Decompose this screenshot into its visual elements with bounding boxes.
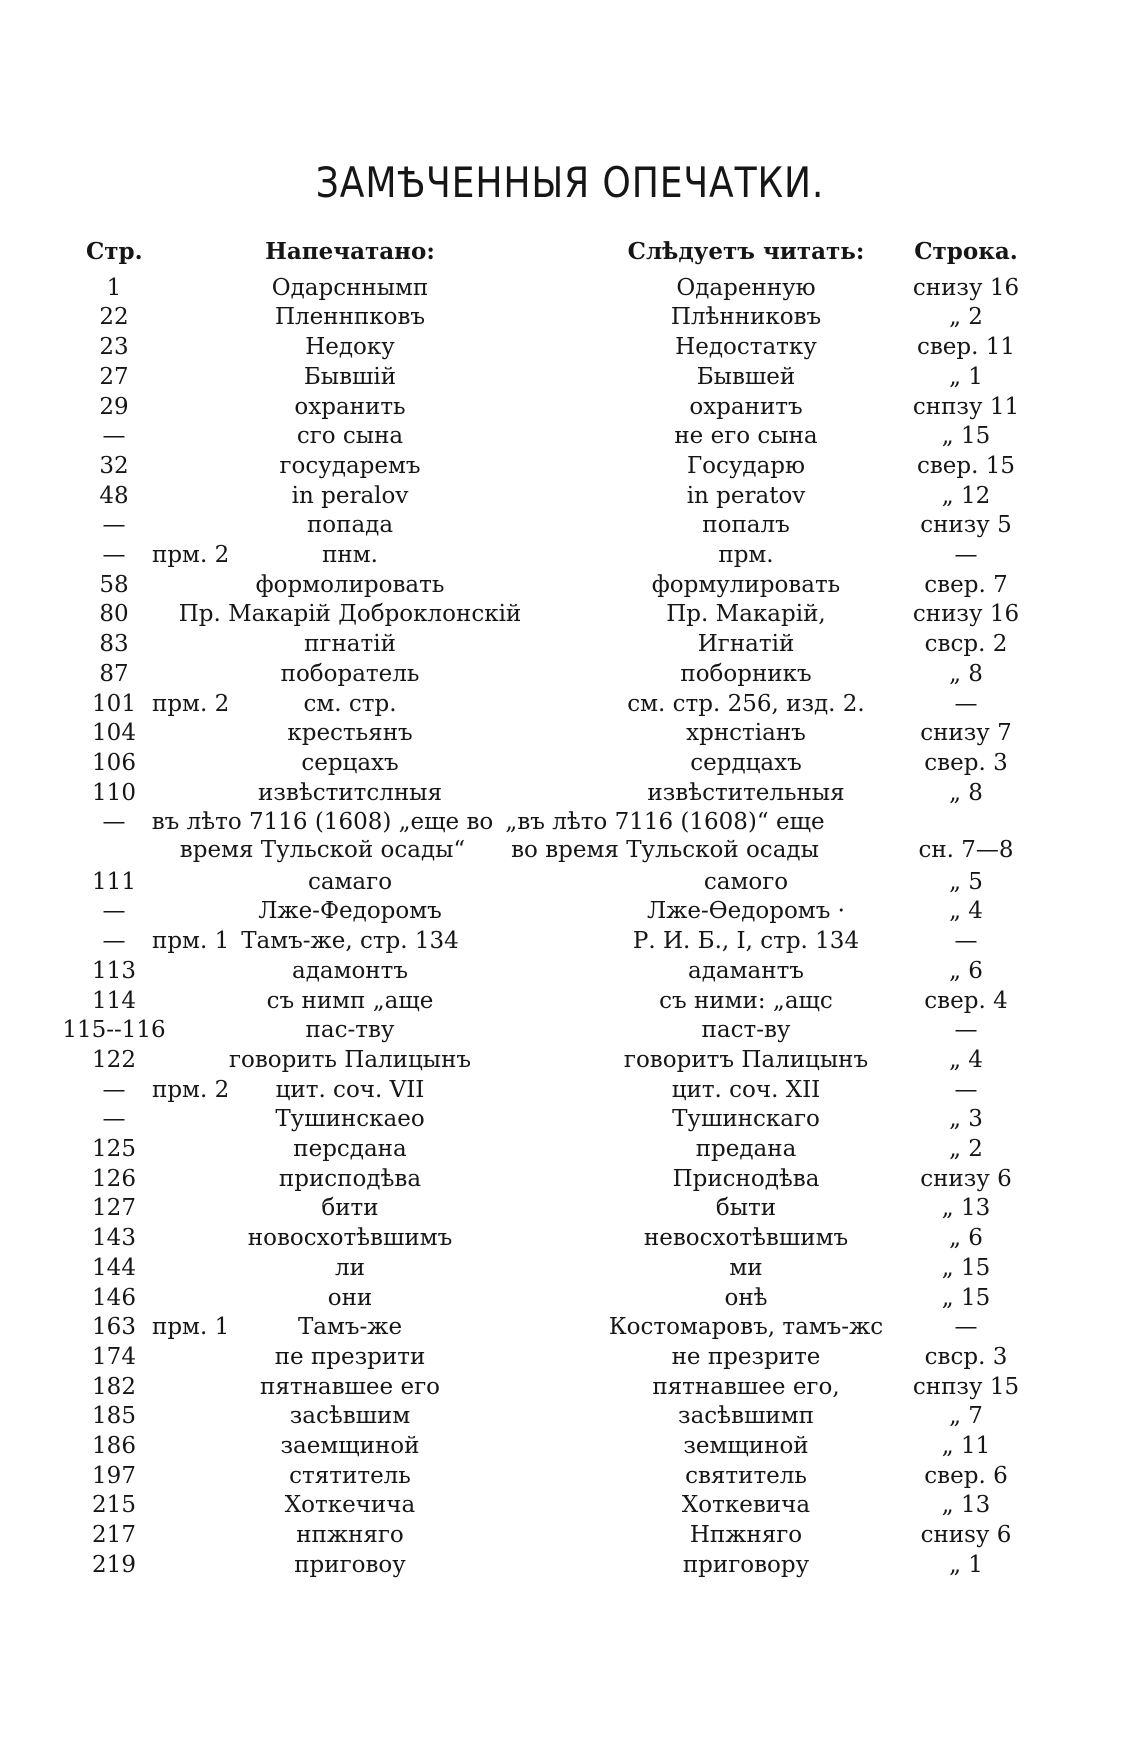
row-read: говоритъ Палицынъ <box>623 1046 869 1073</box>
row-line: свер. 7 <box>924 571 1008 598</box>
row-page: 27 <box>99 363 129 390</box>
row-read: хрнстіанъ <box>686 720 806 747</box>
row-printed: Тушинскаео <box>275 1106 425 1133</box>
row-read: Бывшей <box>696 363 796 390</box>
row-page: 185 <box>92 1403 136 1430</box>
row-line: „ 8 <box>949 779 983 806</box>
row-read: Недостатку <box>675 334 817 361</box>
row-page: 110 <box>92 779 136 806</box>
row-printed: нпжняго <box>296 1522 404 1549</box>
row-page: 126 <box>92 1165 136 1192</box>
row-read: святитель <box>685 1462 807 1489</box>
row-note: прм. 2 <box>152 1076 230 1103</box>
row-read: „въ лѣто 7116 (1608)“ еще во время Тульской осады <box>505 809 825 864</box>
row-read: Государю <box>686 452 806 479</box>
row-printed: крестьянъ <box>287 720 413 747</box>
row-printed: серцахъ <box>301 749 399 776</box>
row-page: 219 <box>92 1551 136 1578</box>
row-line: снпзу 15 <box>912 1373 1020 1400</box>
row-printed: попада <box>306 512 394 539</box>
row-read: см. стр. 256, изд. 2. <box>627 690 865 717</box>
row-note: прм. 2 <box>152 542 230 568</box>
row-printed: присподѣва <box>278 1165 422 1192</box>
row-printed: цит. соч. VII <box>275 1076 425 1103</box>
row-printed: поборатель <box>280 660 420 687</box>
row-read: быти <box>715 1195 777 1222</box>
row-line: — <box>954 1076 978 1103</box>
row-printed: пнм. <box>322 542 378 568</box>
row-line: снизу 16 <box>912 274 1020 301</box>
row-printed: Тамъ-же, стр. 134 <box>241 928 459 955</box>
row-line: — <box>954 1314 978 1341</box>
row-printed: засѣвшим <box>289 1403 411 1430</box>
row-line: „ 13 <box>941 1492 991 1519</box>
row-line: свер. 15 <box>916 452 1016 479</box>
row-printed: государемъ <box>279 452 421 479</box>
row-note: прм. 1 <box>152 928 230 955</box>
row-line: „ 4 <box>949 898 983 925</box>
row-printed: охранить <box>294 393 406 420</box>
row-read: поборникъ <box>680 660 812 687</box>
row-page: 106 <box>92 749 136 776</box>
header-printed: Напечатано: <box>265 238 435 265</box>
row-read: приговору <box>682 1551 810 1578</box>
row-read: Приснодѣва <box>672 1165 820 1192</box>
row-page: 143 <box>92 1225 136 1252</box>
row-page: 174 <box>92 1343 136 1370</box>
row-line: свср. 2 <box>924 631 1008 658</box>
row-read: адамантъ <box>688 957 804 984</box>
row-line: „ 15 <box>941 1254 991 1281</box>
row-read: засѣвшимп <box>678 1403 814 1430</box>
row-page: 127 <box>92 1195 136 1222</box>
row-page: 125 <box>92 1136 136 1162</box>
header-page: Стр. <box>86 238 143 265</box>
row-printed: Пр. Макарій Доброклонскій <box>178 601 522 628</box>
row-printed: заемщиной <box>280 1433 420 1459</box>
row-read: Хоткевича <box>681 1492 811 1519</box>
row-printed: сго сына <box>296 423 404 450</box>
row-page: 83 <box>99 631 129 658</box>
row-read: in peratov <box>686 482 806 509</box>
row-line: „ 1 <box>949 1551 983 1578</box>
row-page: 113 <box>92 957 136 984</box>
row-line: „ 6 <box>949 957 983 984</box>
row-printed: стятитель <box>289 1462 411 1489</box>
row-read: Костомаровъ, тамъ-жс <box>608 1314 884 1341</box>
row-read: ми <box>729 1254 763 1281</box>
row-line: свер. 11 <box>916 334 1016 361</box>
row-page: 217 <box>92 1522 136 1549</box>
row-page: 144 <box>92 1254 136 1281</box>
row-page: 122 <box>92 1046 136 1073</box>
row-printed: въ лѣто 7116 (1608) „еще во время Тульской осады“ <box>151 809 494 864</box>
row-line: снизу 7 <box>920 720 1012 747</box>
row-read: невосхотѣвшимъ <box>643 1225 849 1252</box>
row-printed: самаго <box>307 868 393 895</box>
row-read: не его сына <box>674 423 818 450</box>
row-line: снизу 16 <box>912 601 1020 628</box>
row-page: — <box>102 1076 126 1103</box>
row-page: 114 <box>92 987 136 1014</box>
row-line: „ 8 <box>949 660 983 687</box>
row-read: сердцахъ <box>690 749 802 776</box>
row-printed: Бывшій <box>303 363 397 390</box>
row-note: прм. 2 <box>152 690 230 717</box>
row-read: цит. соч. XII <box>671 1076 821 1103</box>
row-printed: бити <box>321 1195 379 1222</box>
row-line: снизу 5 <box>920 512 1012 539</box>
row-line: — <box>954 542 978 568</box>
row-line: „ 1 <box>949 363 983 390</box>
row-read: Тушинскаго <box>672 1106 820 1133</box>
row-page: 215 <box>92 1492 136 1519</box>
row-printed: пе презрити <box>274 1343 426 1370</box>
row-read: паст-ву <box>701 1017 791 1044</box>
row-note: прм. 1 <box>152 1314 230 1341</box>
row-line: „ 15 <box>941 1284 991 1311</box>
row-printed: Пленнпковъ <box>274 304 426 331</box>
row-line: „ 15 <box>941 423 991 450</box>
header-read: Слѣдуетъ читать: <box>627 238 865 265</box>
row-printed: формолировать <box>255 571 445 598</box>
row-printed: приговоу <box>294 1551 406 1578</box>
row-line: „ 5 <box>949 868 983 895</box>
row-printed: пятнавшее его <box>260 1373 440 1400</box>
row-page: — <box>102 1106 126 1133</box>
row-page: 146 <box>92 1284 136 1311</box>
row-line: снизу 6 <box>920 1165 1012 1192</box>
row-read: Лже-Ѳедоромъ · <box>647 898 845 925</box>
row-printed: извѣститслныя <box>258 779 442 806</box>
row-page: 87 <box>99 660 129 687</box>
row-printed: Лже-Федоромъ <box>258 898 442 925</box>
row-line: снпзу 11 <box>912 393 1020 420</box>
row-read: онѣ <box>724 1284 768 1311</box>
row-printed: адамонтъ <box>291 957 408 984</box>
row-line: „ 11 <box>941 1433 991 1459</box>
header-line: Строка. <box>914 238 1018 265</box>
row-read: Игнатій <box>697 631 795 658</box>
row-read: Р. И. Б., I, стр. 134 <box>632 928 860 955</box>
row-line: сниsу 6 <box>920 1522 1012 1549</box>
row-line: „ 4 <box>949 1046 983 1073</box>
row-page: 32 <box>99 452 129 479</box>
row-line: „ 3 <box>949 1106 983 1133</box>
row-printed: пгнатій <box>304 631 396 658</box>
row-page: — <box>102 423 126 450</box>
row-read: Нпжняго <box>689 1522 803 1549</box>
row-printed: они <box>327 1284 373 1311</box>
row-line: „ 6 <box>949 1225 983 1252</box>
row-printed: ли <box>335 1254 365 1281</box>
row-line: свср. 3 <box>924 1343 1008 1370</box>
row-page: 29 <box>99 393 129 420</box>
row-read: земщиной <box>683 1433 809 1459</box>
row-read: Одаренную <box>676 274 816 301</box>
row-read: съ ними: „ащс <box>659 987 833 1014</box>
row-page: 163 <box>92 1314 136 1341</box>
row-page: 58 <box>99 571 129 598</box>
row-line: свер. 4 <box>924 987 1008 1014</box>
row-page: 115--116 <box>62 1017 166 1044</box>
row-page: 48 <box>99 482 129 509</box>
row-printed: пас-тву <box>305 1017 395 1044</box>
row-line: — <box>954 690 978 717</box>
row-line: „ 7 <box>949 1403 983 1430</box>
row-printed: новосхотѣвшимъ <box>247 1225 453 1252</box>
row-printed: Хоткечича <box>284 1492 416 1519</box>
row-printed: персдана <box>293 1136 407 1162</box>
row-read: Пр. Макарій, <box>666 601 826 628</box>
row-page: 186 <box>92 1433 136 1459</box>
row-page: 80 <box>99 601 129 628</box>
row-page: — <box>102 928 126 955</box>
row-line: „ 2 <box>949 304 983 331</box>
row-page: 23 <box>99 334 129 361</box>
row-line: — <box>954 1017 978 1044</box>
row-line: сн. 7—8 <box>918 837 1014 864</box>
row-read: предана <box>695 1136 797 1162</box>
row-printed: Тамъ-же <box>297 1314 403 1341</box>
row-printed: Недоку <box>305 334 395 361</box>
row-page: 1 <box>106 274 122 301</box>
row-read: охранитъ <box>689 393 803 420</box>
row-page: 197 <box>92 1462 136 1489</box>
row-read: прм. <box>718 542 774 568</box>
row-printed: in peralov <box>291 482 409 509</box>
row-page: 111 <box>92 868 136 895</box>
row-read: самого <box>703 868 789 895</box>
row-printed: Одарсннымп <box>271 274 429 301</box>
row-read: пятнавшее его, <box>652 1373 840 1400</box>
row-page: 104 <box>92 720 136 747</box>
row-read: формулировать <box>651 571 841 598</box>
row-page: — <box>102 512 126 539</box>
row-page: — <box>102 898 126 925</box>
row-page: 182 <box>92 1373 136 1400</box>
row-read: извѣстительныя <box>647 779 845 806</box>
row-page: — <box>102 809 126 836</box>
row-page: 101 <box>92 690 136 717</box>
page-title: ЗАМѢЧЕННЫЯ ОПЕЧАТКИ. <box>315 158 825 207</box>
row-printed: съ нимп „аще <box>266 987 434 1014</box>
row-read: попалъ <box>702 512 790 539</box>
row-line: свер. 6 <box>924 1462 1008 1489</box>
row-line: „ 2 <box>949 1136 983 1162</box>
row-page: 22 <box>99 304 129 331</box>
row-read: не презрите <box>671 1343 821 1370</box>
row-line: — <box>954 928 978 955</box>
row-printed: см. стр. <box>303 690 397 717</box>
row-line: свер. 3 <box>924 749 1008 776</box>
row-line: „ 12 <box>941 482 991 509</box>
row-line: „ 13 <box>941 1195 991 1222</box>
row-printed: говорить Палицынъ <box>228 1046 472 1073</box>
row-page: — <box>102 542 126 568</box>
row-read: Плѣнниковъ <box>670 304 822 331</box>
